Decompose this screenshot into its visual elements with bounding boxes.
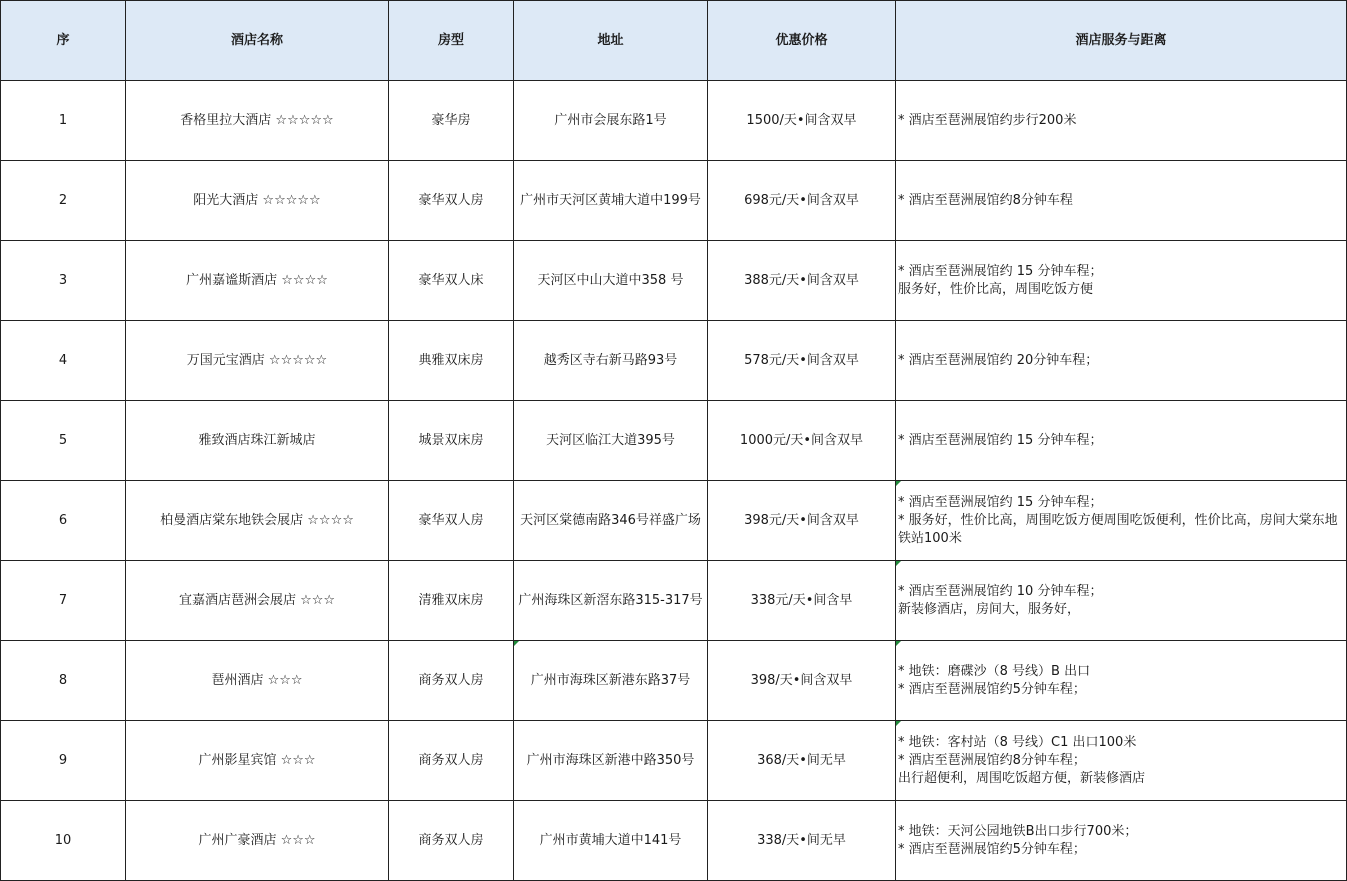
cell-seq[interactable]: 6 (1, 481, 126, 561)
cell-seq[interactable]: 4 (1, 321, 126, 401)
cell-address[interactable]: 天河区棠德南路346号祥盛广场 (514, 481, 708, 561)
table-row (1, 401, 1347, 481)
cell-services[interactable] (896, 161, 1347, 241)
service-line: * 酒店至琶洲展馆约5分钟车程； (898, 681, 1086, 697)
cell-address[interactable]: 天河区临江大道395号 (514, 401, 708, 481)
cell-address[interactable]: 广州市海珠区新港中路350号 (514, 721, 708, 801)
header-address[interactable]: 地址 (514, 1, 708, 81)
cell-price[interactable]: 1500/天•间含双早 (708, 81, 896, 161)
service-line: 出行超便利，周围吃饭超方便，新装修酒店 (898, 770, 1146, 786)
cell-price[interactable]: 1000元/天•间含双早 (708, 401, 896, 481)
header-hotel-name[interactable]: 酒店名称 (126, 1, 389, 81)
cell-address[interactable]: 越秀区寺右新马路93号 (514, 321, 708, 401)
service-line: * 酒店至琶洲展馆约 15 分钟车程； (898, 432, 1103, 448)
service-line: * 地铁：磨碟沙（8 号线）B 出口 (898, 663, 1091, 679)
header-services[interactable]: 酒店服务与距离 (896, 1, 1347, 81)
service-line: * 酒店至琶洲展馆约5分钟车程； (898, 841, 1086, 857)
cell-services[interactable] (896, 801, 1347, 881)
service-line: * 酒店至琶洲展馆约 10 分钟车程； (898, 583, 1103, 599)
cell-hotel-name[interactable]: 阳光大酒店 ☆☆☆☆☆ (126, 161, 389, 241)
cell-address[interactable]: 广州市海珠区新港东路37号 (514, 641, 708, 721)
table-row (1, 321, 1347, 401)
cell-address[interactable]: 广州市会展东路1号 (514, 81, 708, 161)
cell-services[interactable] (896, 81, 1347, 161)
cell-room-type[interactable]: 豪华双人房 (389, 481, 514, 561)
cell-room-type[interactable]: 清雅双床房 (389, 561, 514, 641)
table-row (1, 641, 1347, 721)
cell-room-type[interactable]: 典雅双床房 (389, 321, 514, 401)
cell-services[interactable] (896, 401, 1347, 481)
service-line: * 地铁：客村站（8 号线）C1 出口100米 (898, 734, 1137, 750)
table-row (1, 241, 1347, 321)
cell-seq[interactable]: 1 (1, 81, 126, 161)
table-row (1, 81, 1347, 161)
cell-hotel-name[interactable]: 雅致酒店珠江新城店 (126, 401, 389, 481)
cell-price[interactable]: 368/天•间无早 (708, 721, 896, 801)
cell-room-type[interactable]: 城景双床房 (389, 401, 514, 481)
cell-services[interactable] (896, 561, 1347, 641)
service-line: * 酒店至琶洲展馆约 15 分钟车程； (898, 263, 1103, 279)
header-room-type[interactable]: 房型 (389, 1, 514, 81)
cell-price[interactable]: 398/天•间含双早 (708, 641, 896, 721)
header-seq[interactable]: 序 (1, 1, 126, 81)
cell-room-type[interactable]: 豪华双人床 (389, 241, 514, 321)
cell-price[interactable]: 388元/天•间含双早 (708, 241, 896, 321)
cell-room-type[interactable]: 豪华双人房 (389, 161, 514, 241)
cell-room-type[interactable]: 商务双人房 (389, 721, 514, 801)
cell-services[interactable] (896, 641, 1347, 721)
cell-seq[interactable]: 9 (1, 721, 126, 801)
cell-hotel-name[interactable]: 香格里拉大酒店 ☆☆☆☆☆ (126, 81, 389, 161)
cell-price[interactable]: 578元/天•间含双早 (708, 321, 896, 401)
header-row (1, 1, 1347, 81)
cell-services[interactable] (896, 721, 1347, 801)
cell-price[interactable]: 338元/天•间含早 (708, 561, 896, 641)
cell-address[interactable]: 广州海珠区新滘东路315-317号 (514, 561, 708, 641)
cell-seq[interactable]: 7 (1, 561, 126, 641)
cell-hotel-name[interactable]: 广州广豪酒店 ☆☆☆ (126, 801, 389, 881)
table-row (1, 161, 1347, 241)
cell-seq[interactable]: 2 (1, 161, 126, 241)
cell-price[interactable]: 398元/天•间含双早 (708, 481, 896, 561)
cell-services[interactable] (896, 481, 1347, 561)
service-line: * 服务好，性价比高，周围吃饭方便周围吃饭便利，性价比高，房间大棠东地铁站100米 (898, 512, 1338, 546)
table-body (1, 81, 1347, 881)
table-row (1, 801, 1347, 881)
service-line: 新装修酒店，房间大，服务好， (898, 601, 1081, 617)
cell-price[interactable]: 698元/天•间含双早 (708, 161, 896, 241)
service-line: * 酒店至琶洲展馆约步行200米 (898, 112, 1077, 128)
table-row (1, 481, 1347, 561)
table-row (1, 561, 1347, 641)
service-line: * 酒店至琶洲展馆约 15 分钟车程； (898, 494, 1103, 510)
cell-room-type[interactable]: 商务双人房 (389, 641, 514, 721)
cell-services[interactable] (896, 241, 1347, 321)
cell-hotel-name[interactable]: 万国元宝酒店 ☆☆☆☆☆ (126, 321, 389, 401)
cell-hotel-name[interactable]: 琶州酒店 ☆☆☆ (126, 641, 389, 721)
cell-seq[interactable]: 5 (1, 401, 126, 481)
service-line: * 酒店至琶洲展馆约8分钟车程 (898, 192, 1073, 208)
cell-hotel-name[interactable]: 广州影星宾馆 ☆☆☆ (126, 721, 389, 801)
cell-hotel-name[interactable]: 柏曼酒店棠东地铁会展店 ☆☆☆☆ (126, 481, 389, 561)
cell-room-type[interactable]: 商务双人房 (389, 801, 514, 881)
table-row (1, 721, 1347, 801)
service-line: * 地铁：天河公园地铁B出口步行700米； (898, 823, 1138, 839)
cell-seq[interactable]: 3 (1, 241, 126, 321)
cell-seq[interactable]: 10 (1, 801, 126, 881)
cell-room-type[interactable]: 豪华房 (389, 81, 514, 161)
cell-address[interactable]: 天河区中山大道中358 号 (514, 241, 708, 321)
service-line: * 酒店至琶洲展馆约 20分钟车程； (898, 352, 1099, 368)
service-line: * 酒店至琶洲展馆约8分钟车程； (898, 752, 1086, 768)
cell-hotel-name[interactable]: 宜嘉酒店琶洲会展店 ☆☆☆ (126, 561, 389, 641)
cell-address[interactable]: 广州市黄埔大道中141号 (514, 801, 708, 881)
service-line: 服务好，性价比高，周围吃饭方便 (898, 281, 1094, 297)
cell-services[interactable] (896, 321, 1347, 401)
cell-hotel-name[interactable]: 广州嘉谧斯酒店 ☆☆☆☆ (126, 241, 389, 321)
cell-price[interactable]: 338/天•间无早 (708, 801, 896, 881)
cell-seq[interactable]: 8 (1, 641, 126, 721)
cell-address[interactable]: 广州市天河区黄埔大道中199号 (514, 161, 708, 241)
header-price[interactable]: 优惠价格 (708, 1, 896, 81)
